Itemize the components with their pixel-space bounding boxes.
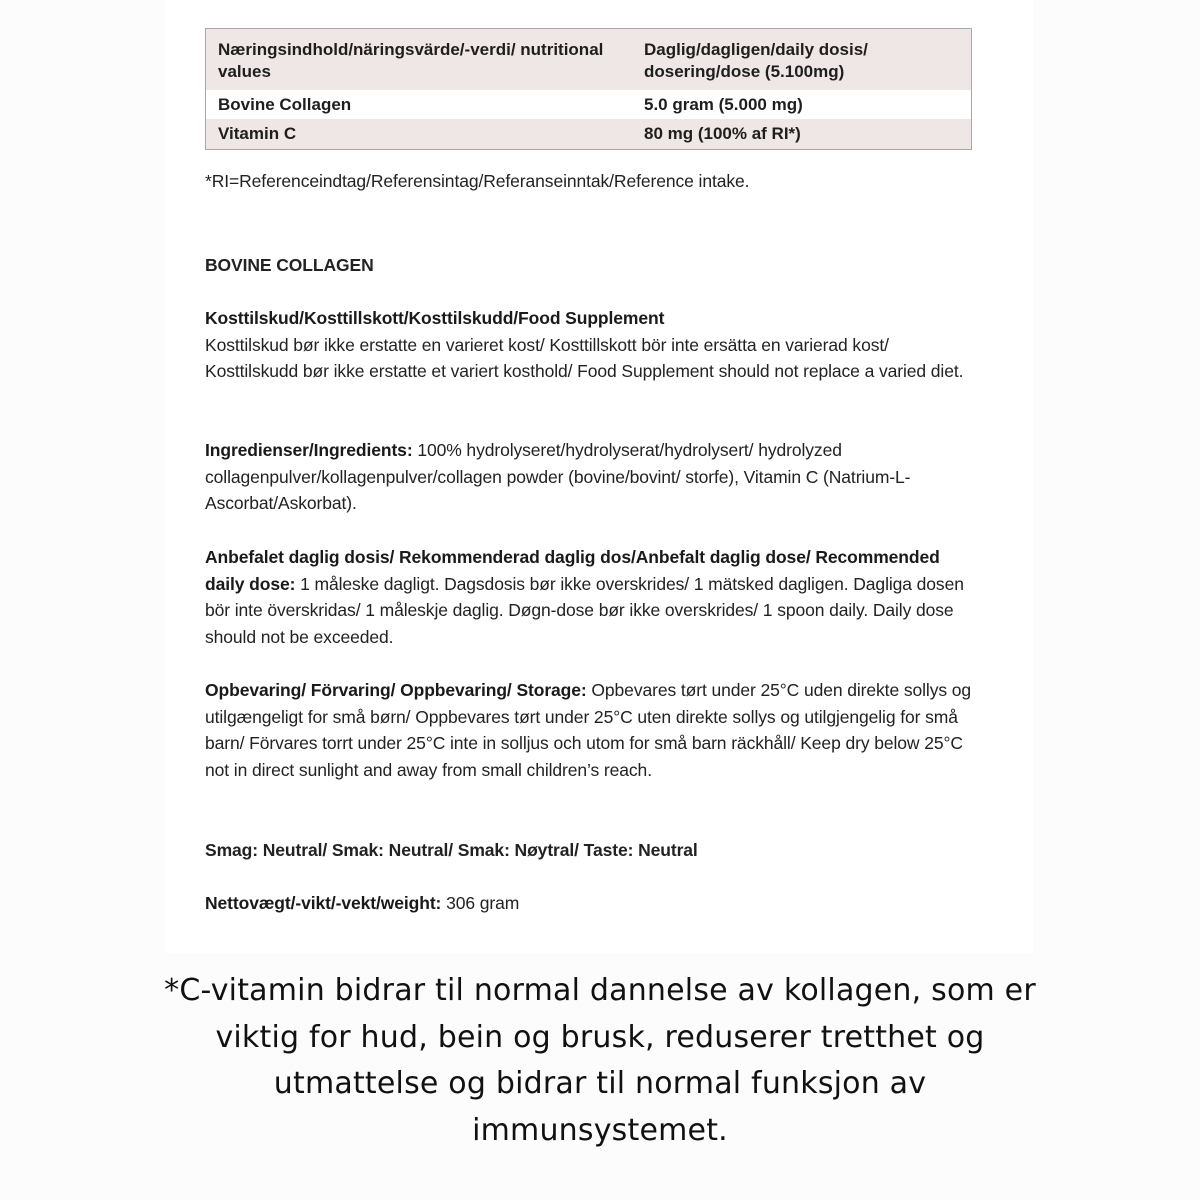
weight-label: Nettovægt/-vikt/-vekt/weight:	[205, 893, 442, 913]
storage-text: Opbevares tørt under 25°C uden direkte sollys og utilgængeligt for små børn/ Oppbevares tørt under 25°C uten direkte sollys og utilgjengelig for små barn/ Förvares torrt under 25°C inte in solljus och utom for små barn räckhåll/ Keep dry below 25°C not in direct sunlight and away from small children’s reach.	[205, 680, 972, 780]
dose-text: 1 måleske dagligt. Dagsdosis bør ikke overskrides/ 1 mätsked dagligen. Dagliga dosen bör inte överskridas/ 1 måleskje daglig. Døgn-dose bør ikke overskrides/ 1 spoon daily. Daily dose should not be exceeded.	[205, 573, 964, 647]
weight-value: 306 gram	[446, 893, 520, 913]
storage-label: Opbevaring/ Förvaring/ Oppbevaring/ Storage:	[205, 680, 587, 700]
header-nutritional-values: Næringsindhold/näringsvärde/-verdi/ nutritional values	[218, 40, 604, 81]
vitamin-c-claim: *C-vitamin bidrar til normal dannelse av kollagen, som er viktig for hud, bein og brusk, reduserer tretthet og utmattelse og bidrar til normal funksjon av immunsystemet.	[164, 973, 1036, 1148]
table-row	[206, 119, 971, 149]
supplement-section	[205, 305, 975, 385]
ingredients-section	[205, 437, 975, 517]
weight-line	[205, 890, 975, 917]
table-row	[206, 90, 971, 119]
dose-label: Anbefalet daglig dosis/ Rekommenderad daglig dos/Anbefalt daglig dose/ Recommended daily dose:	[205, 547, 940, 594]
ingredients-text: 100% hydrolyseret/hydrolyserat/hydrolysert/ hydrolyzed collagenpulver/kollagenpulver/collagen powder (bovine/bovint/ storfe), Vitamin C (Natrium-L-Ascorbat/Askorbat).	[205, 440, 911, 514]
row-name: Vitamin C	[218, 124, 297, 143]
section-title: BOVINE COLLAGEN	[205, 255, 374, 275]
header-daily-dose: Daglig/dagligen/daily dosis/ dosering/dose (5.100mg)	[644, 40, 868, 81]
table-header-row	[206, 29, 971, 90]
supplement-text: Kosttilskud bør ikke erstatte en varieret kost/ Kosttillskott bör inte ersätta en varierad kost/ Kosttilskudd bør ikke erstatte et variert kosthold/ Food Supplement should not replace a varied diet.	[205, 334, 964, 382]
dose-section	[205, 544, 975, 650]
row-name: Bovine Collagen	[218, 95, 352, 114]
nutrition-table	[205, 28, 972, 150]
storage-section	[205, 677, 975, 783]
row-value: 80 mg (100% af RI*)	[644, 124, 801, 143]
taste-line: Smag: Neutral/ Smak: Neutral/ Smak: Nøytral/ Taste: Neutral	[205, 840, 698, 860]
supplement-heading: Kosttilskud/Kosttillskott/Kosttilskudd/Food Supplement	[205, 308, 665, 328]
row-value: 5.0 gram (5.000 mg)	[644, 95, 803, 114]
ri-footnote: *RI=Referenceindtag/Referensintag/Referanseinntak/Reference intake.	[205, 171, 750, 191]
ingredients-label: Ingredienser/Ingredients:	[205, 440, 413, 460]
